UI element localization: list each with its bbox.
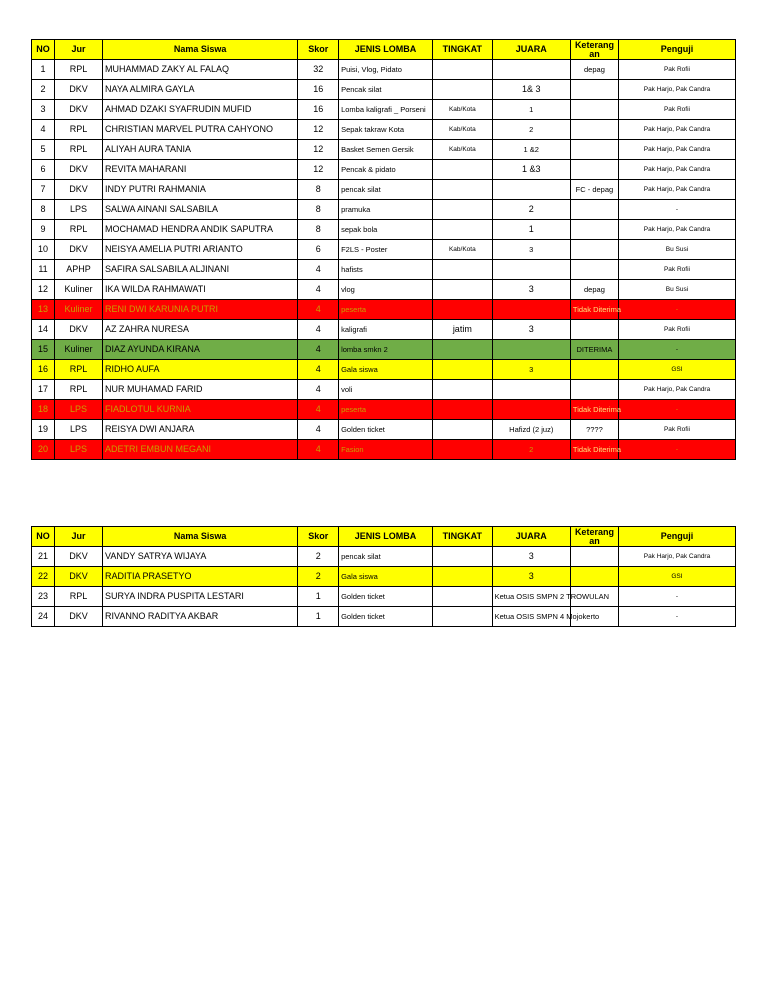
header-tingkat: TINGKAT [433, 40, 493, 60]
cell-no: 7 [32, 180, 55, 200]
cell-tingkat [433, 260, 493, 280]
cell-jurusan: Kuliner [54, 300, 102, 320]
cell-keterangan: Tidak Diterima [570, 300, 618, 320]
cell-tingkat [433, 60, 493, 80]
cell-jenis-lomba: F2LS - Poster [339, 240, 433, 260]
cell-no: 13 [32, 300, 55, 320]
table-row [32, 380, 736, 400]
cell-skor: 32 [298, 60, 339, 80]
table-row [32, 60, 736, 80]
table-row [32, 567, 736, 587]
cell-penguji: GSI [618, 360, 735, 380]
cell-jurusan: RPL [54, 140, 102, 160]
table-row [32, 607, 736, 627]
cell-no: 9 [32, 220, 55, 240]
cell-keterangan [570, 547, 618, 567]
table-row [32, 160, 736, 180]
cell-skor: 4 [298, 280, 339, 300]
cell-keterangan: Tidak Diterima [570, 400, 618, 420]
cell-no: 22 [32, 567, 55, 587]
header-penguji: Penguji [618, 527, 735, 547]
cell-keterangan: depag [570, 280, 618, 300]
cell-nama-siswa: AHMAD DZAKI SYAFRUDIN MUFID [103, 100, 298, 120]
cell-keterangan [570, 140, 618, 160]
table-row [32, 200, 736, 220]
cell-nama-siswa: ADETRI EMBUN MEGANI [103, 440, 298, 460]
cell-no: 23 [32, 587, 55, 607]
cell-tingkat [433, 547, 493, 567]
cell-juara: 2 [492, 440, 570, 460]
cell-nama-siswa: MUHAMMAD ZAKY AL FALAQ [103, 60, 298, 80]
cell-juara [492, 180, 570, 200]
cell-nama-siswa: NAYA ALMIRA GAYLA [103, 80, 298, 100]
header-jenis-lomba: JENIS LOMBA [339, 40, 433, 60]
cell-juara: 3 [492, 320, 570, 340]
cell-tingkat [433, 220, 493, 240]
cell-jenis-lomba: Fasion [339, 440, 433, 460]
table-row [32, 440, 736, 460]
cell-skor: 4 [298, 400, 339, 420]
cell-jenis-lomba: voli [339, 380, 433, 400]
cell-jurusan: DKV [54, 180, 102, 200]
header-juara: JUARA [492, 40, 570, 60]
cell-keterangan [570, 240, 618, 260]
header-jur: Jur [54, 40, 102, 60]
cell-no: 14 [32, 320, 55, 340]
cell-jurusan: DKV [54, 320, 102, 340]
cell-jenis-lomba: hafists [339, 260, 433, 280]
cell-no: 12 [32, 280, 55, 300]
cell-keterangan: ???? [570, 420, 618, 440]
cell-penguji: Bu Susi [618, 240, 735, 260]
cell-no: 20 [32, 440, 55, 460]
cell-juara: 2 [492, 200, 570, 220]
header-tingkat: TINGKAT [433, 527, 493, 547]
cell-skor: 4 [298, 380, 339, 400]
cell-skor: 2 [298, 547, 339, 567]
cell-skor: 12 [298, 120, 339, 140]
header-keterangan: Keterang an [570, 40, 618, 60]
cell-jurusan: LPS [54, 420, 102, 440]
cell-keterangan: FC - depag [570, 180, 618, 200]
cell-jenis-lomba: Puisi, Vlog, Pidato [339, 60, 433, 80]
cell-jenis-lomba: vlog [339, 280, 433, 300]
cell-jenis-lomba: Basket Semen Gersik [339, 140, 433, 160]
table-row [32, 360, 736, 380]
cell-penguji: GSI [618, 567, 735, 587]
cell-tingkat: Kab/Kota [433, 100, 493, 120]
table-row [32, 220, 736, 240]
cell-nama-siswa: SALWA AINANI SALSABILA [103, 200, 298, 220]
cell-juara: 1 &2 [492, 140, 570, 160]
cell-tingkat [433, 587, 493, 607]
cell-tingkat [433, 80, 493, 100]
cell-jenis-lomba: Golden ticket [339, 607, 433, 627]
cell-keterangan [570, 100, 618, 120]
cell-skor: 8 [298, 220, 339, 240]
cell-keterangan [570, 360, 618, 380]
cell-nama-siswa: SURYA INDRA PUSPITA LESTARI [103, 587, 298, 607]
cell-jenis-lomba: pramuka [339, 200, 433, 220]
cell-penguji: Bu Susi [618, 280, 735, 300]
cell-skor: 16 [298, 80, 339, 100]
cell-juara: Ketua OSIS SMPN 4 Mojokerto [492, 607, 570, 627]
cell-tingkat [433, 160, 493, 180]
cell-juara: 3 [492, 567, 570, 587]
cell-juara [492, 400, 570, 420]
cell-tingkat: Kab/Kota [433, 120, 493, 140]
cell-juara: 3 [492, 280, 570, 300]
cell-jurusan: DKV [54, 240, 102, 260]
cell-no: 21 [32, 547, 55, 567]
cell-nama-siswa: MOCHAMAD HENDRA ANDIK SAPUTRA [103, 220, 298, 240]
cell-juara: 1& 3 [492, 80, 570, 100]
cell-jurusan: Kuliner [54, 280, 102, 300]
table-row [32, 420, 736, 440]
cell-jenis-lomba: Golden ticket [339, 587, 433, 607]
cell-keterangan [570, 220, 618, 240]
cell-no: 24 [32, 607, 55, 627]
cell-jenis-lomba: Pencak silat [339, 80, 433, 100]
cell-nama-siswa: ALIYAH AURA TANIA [103, 140, 298, 160]
table-row [32, 547, 736, 567]
cell-no: 4 [32, 120, 55, 140]
cell-no: 8 [32, 200, 55, 220]
cell-penguji: - [618, 607, 735, 627]
cell-penguji: Pak Harjo, Pak Candra [618, 140, 735, 160]
cell-no: 6 [32, 160, 55, 180]
cell-tingkat: Kab/Kota [433, 240, 493, 260]
cell-skor: 1 [298, 607, 339, 627]
ranking-table-1 [31, 39, 736, 460]
cell-jurusan: RPL [54, 60, 102, 80]
cell-nama-siswa: NUR MUHAMAD FARID [103, 380, 298, 400]
cell-penguji: - [618, 300, 735, 320]
cell-nama-siswa: RIDHO AUFA [103, 360, 298, 380]
table-row [32, 280, 736, 300]
cell-jurusan: APHP [54, 260, 102, 280]
header-keterangan: Keterang an [570, 527, 618, 547]
header-no: NO [32, 40, 55, 60]
cell-tingkat [433, 360, 493, 380]
cell-skor: 6 [298, 240, 339, 260]
cell-nama-siswa: RIVANNO RADITYA AKBAR [103, 607, 298, 627]
cell-penguji: Pak Rofii [618, 100, 735, 120]
cell-jenis-lomba: pencak silat [339, 180, 433, 200]
cell-jenis-lomba: kaligrafi [339, 320, 433, 340]
table-row [32, 320, 736, 340]
table-row [32, 80, 736, 100]
header-no: NO [32, 527, 55, 547]
cell-tingkat [433, 440, 493, 460]
cell-penguji: - [618, 400, 735, 420]
cell-penguji: Pak Rofii [618, 260, 735, 280]
cell-juara [492, 380, 570, 400]
header-skor: Skor [298, 40, 339, 60]
cell-no: 3 [32, 100, 55, 120]
cell-penguji: - [618, 440, 735, 460]
cell-no: 10 [32, 240, 55, 260]
cell-keterangan [570, 200, 618, 220]
cell-juara: Ketua OSIS SMPN 2 TROWULAN [492, 587, 570, 607]
cell-nama-siswa: VANDY SATRYA WIJAYA [103, 547, 298, 567]
table-row [32, 140, 736, 160]
cell-juara [492, 300, 570, 320]
cell-skor: 4 [298, 320, 339, 340]
cell-jurusan: RPL [54, 380, 102, 400]
table-row [32, 300, 736, 320]
cell-skor: 4 [298, 360, 339, 380]
cell-no: 2 [32, 80, 55, 100]
cell-penguji: Pak Harjo, Pak Candra [618, 380, 735, 400]
cell-jurusan: RPL [54, 587, 102, 607]
cell-penguji: Pak Rofii [618, 320, 735, 340]
cell-keterangan [570, 80, 618, 100]
cell-tingkat [433, 280, 493, 300]
cell-jurusan: DKV [54, 547, 102, 567]
header-skor: Skor [298, 527, 339, 547]
cell-nama-siswa: DIAZ AYUNDA KIRANA [103, 340, 298, 360]
cell-jurusan: DKV [54, 567, 102, 587]
cell-keterangan [570, 160, 618, 180]
cell-skor: 4 [298, 420, 339, 440]
header-jur: Jur [54, 527, 102, 547]
cell-jurusan: DKV [54, 607, 102, 627]
table-row [32, 400, 736, 420]
cell-jenis-lomba: Gala siswa [339, 567, 433, 587]
cell-keterangan [570, 120, 618, 140]
cell-penguji: Pak Harjo, Pak Candra [618, 547, 735, 567]
cell-jenis-lomba: peserta [339, 400, 433, 420]
table-row [32, 120, 736, 140]
cell-juara [492, 260, 570, 280]
cell-jurusan: DKV [54, 160, 102, 180]
cell-keterangan [570, 260, 618, 280]
cell-skor: 12 [298, 160, 339, 180]
cell-tingkat: Kab/Kota [433, 140, 493, 160]
cell-nama-siswa: AZ ZAHRA NURESA [103, 320, 298, 340]
cell-jenis-lomba: peserta [339, 300, 433, 320]
cell-jenis-lomba: Golden ticket [339, 420, 433, 440]
cell-penguji: - [618, 587, 735, 607]
cell-tingkat [433, 340, 493, 360]
cell-jurusan: RPL [54, 120, 102, 140]
cell-nama-siswa: RENI DWI KARUNIA PUTRI [103, 300, 298, 320]
cell-nama-siswa: SAFIRA SALSABILA ALJINANI [103, 260, 298, 280]
cell-no: 19 [32, 420, 55, 440]
cell-skor: 4 [298, 340, 339, 360]
cell-nama-siswa: INDY PUTRI RAHMANIA [103, 180, 298, 200]
cell-keterangan: DITERIMA [570, 340, 618, 360]
cell-penguji: Pak Rofii [618, 420, 735, 440]
cell-juara [492, 60, 570, 80]
table-row [32, 260, 736, 280]
ranking-table-2 [31, 526, 736, 627]
cell-skor: 2 [298, 567, 339, 587]
table-row [32, 100, 736, 120]
cell-tingkat [433, 607, 493, 627]
cell-tingkat [433, 400, 493, 420]
cell-no: 16 [32, 360, 55, 380]
cell-jenis-lomba: Lomba kaligrafi _ Porseni [339, 100, 433, 120]
cell-nama-siswa: RADITIA PRASETYO [103, 567, 298, 587]
cell-keterangan [570, 380, 618, 400]
cell-juara: 3 [492, 240, 570, 260]
cell-jurusan: Kuliner [54, 340, 102, 360]
cell-penguji: Pak Harjo, Pak Candra [618, 180, 735, 200]
cell-nama-siswa: NEISYA AMELIA PUTRI ARIANTO [103, 240, 298, 260]
table-row [32, 180, 736, 200]
cell-jenis-lomba: lomba smkn 2 [339, 340, 433, 360]
cell-no: 1 [32, 60, 55, 80]
cell-jenis-lomba: Pencak & pidato [339, 160, 433, 180]
cell-juara [492, 340, 570, 360]
cell-jenis-lomba: sepak bola [339, 220, 433, 240]
cell-skor: 16 [298, 100, 339, 120]
cell-tingkat [433, 180, 493, 200]
cell-skor: 12 [298, 140, 339, 160]
cell-tingkat [433, 300, 493, 320]
cell-juara: Hafizd (2 juz) [492, 420, 570, 440]
cell-penguji: Pak Harjo, Pak Candra [618, 80, 735, 100]
header-nama: Nama Siswa [103, 527, 298, 547]
cell-no: 18 [32, 400, 55, 420]
cell-nama-siswa: REISYA DWI ANJARA [103, 420, 298, 440]
cell-keterangan: depag [570, 60, 618, 80]
cell-skor: 4 [298, 440, 339, 460]
header-penguji: Penguji [618, 40, 735, 60]
cell-keterangan [570, 567, 618, 587]
cell-jurusan: RPL [54, 220, 102, 240]
cell-skor: 4 [298, 300, 339, 320]
cell-jenis-lomba: Gala siswa [339, 360, 433, 380]
cell-juara: 2 [492, 120, 570, 140]
cell-tingkat [433, 200, 493, 220]
cell-penguji: Pak Harjo, Pak Candra [618, 160, 735, 180]
cell-jurusan: DKV [54, 100, 102, 120]
table-row [32, 587, 736, 607]
cell-juara: 1 [492, 100, 570, 120]
cell-nama-siswa: REVITA MAHARANI [103, 160, 298, 180]
cell-tingkat [433, 567, 493, 587]
cell-jurusan: LPS [54, 440, 102, 460]
cell-no: 17 [32, 380, 55, 400]
table-row [32, 340, 736, 360]
cell-jurusan: LPS [54, 200, 102, 220]
cell-penguji: Pak Rofii [618, 60, 735, 80]
cell-skor: 4 [298, 260, 339, 280]
cell-tingkat [433, 420, 493, 440]
cell-no: 15 [32, 340, 55, 360]
cell-nama-siswa: IKA WILDA RAHMAWATI [103, 280, 298, 300]
header-row [32, 40, 736, 60]
cell-jurusan: RPL [54, 360, 102, 380]
header-nama: Nama Siswa [103, 40, 298, 60]
cell-juara: 3 [492, 547, 570, 567]
table-row [32, 240, 736, 260]
header-juara: JUARA [492, 527, 570, 547]
cell-penguji: - [618, 340, 735, 360]
cell-tingkat [433, 380, 493, 400]
cell-jenis-lomba: pencak silat [339, 547, 433, 567]
cell-tingkat: jatim [433, 320, 493, 340]
cell-nama-siswa: FIADLOTUL KURNIA [103, 400, 298, 420]
cell-skor: 1 [298, 587, 339, 607]
cell-juara: 3 [492, 360, 570, 380]
header-jenis-lomba: JENIS LOMBA [339, 527, 433, 547]
cell-nama-siswa: CHRISTIAN MARVEL PUTRA CAHYONO [103, 120, 298, 140]
cell-penguji: Pak Harjo, Pak Candra [618, 220, 735, 240]
cell-skor: 8 [298, 200, 339, 220]
cell-penguji: Pak Harjo, Pak Candra [618, 120, 735, 140]
cell-jurusan: DKV [54, 80, 102, 100]
cell-jurusan: LPS [54, 400, 102, 420]
cell-juara: 1 &3 [492, 160, 570, 180]
cell-juara: 1 [492, 220, 570, 240]
header-row [32, 527, 736, 547]
cell-keterangan: Tidak Diterima [570, 440, 618, 460]
cell-keterangan [570, 320, 618, 340]
cell-no: 11 [32, 260, 55, 280]
cell-penguji: - [618, 200, 735, 220]
cell-jenis-lomba: Sepak takraw Kota [339, 120, 433, 140]
cell-no: 5 [32, 140, 55, 160]
cell-skor: 8 [298, 180, 339, 200]
